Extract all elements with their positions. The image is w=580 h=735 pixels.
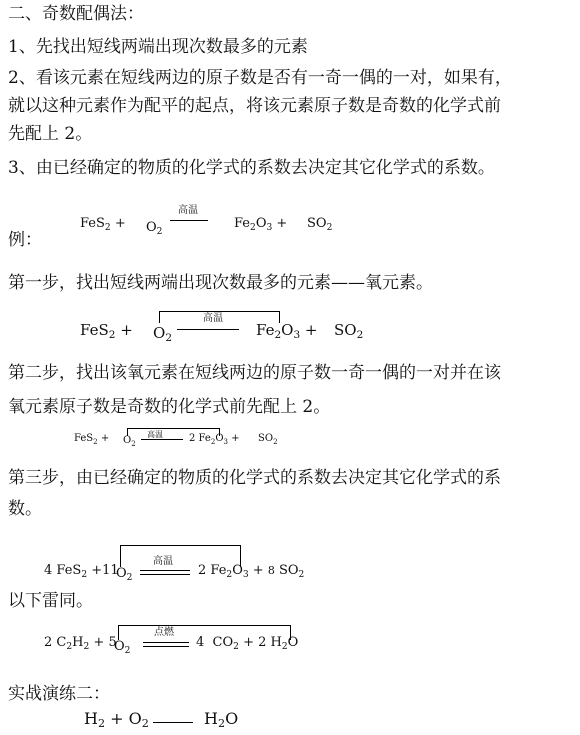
step2-reactant-o2: $O_2$: [123, 435, 136, 448]
step3-product-fe2o3: 2 $Fe_2O_3 + 8$ $SO_2$: [198, 563, 305, 580]
step3-reaction-line-top: [140, 570, 190, 571]
example-label: 例：: [8, 230, 42, 250]
step3-condition: 高温: [153, 556, 173, 567]
step3-reaction-line-bottom: [140, 574, 190, 575]
practice-reaction-line: [153, 722, 193, 723]
step1-product-fe2o3: $Fe_2O_3$ +: [256, 321, 318, 341]
rule-2-line-3: 先配上 2。: [8, 124, 93, 144]
method-heading: 二、奇数配偶法：: [8, 4, 144, 24]
acetylene-o2: $O_2$: [114, 639, 131, 656]
step2-condition: 高温: [147, 430, 163, 439]
rule-2-line-1: 2、看该元素在短线两边的原子数是否有一奇一偶的一对，如果有，: [8, 68, 512, 88]
step3-reactant-o2: $O_2$: [116, 566, 133, 583]
step-1-text: 第一步，找出短线两端出现次数最多的元素——氧元素。: [8, 273, 433, 293]
practice-heading: 实战演练二：: [8, 684, 110, 704]
step2-reactant-fes2: FeS$_2$ +: [74, 433, 110, 446]
rule-3: 3、由已经确定的物质的化学式的系数去决定其它化学式的系数。: [8, 158, 495, 178]
practice-reactants: $H_2 + O_2$: [84, 709, 149, 730]
same-note: 以下雷同。: [8, 591, 93, 611]
step-2-text-line-1: 第二步，找出该氧元素在短线两边的原子数一奇一偶的一对并在该: [8, 363, 501, 383]
acetylene-condition: 点燃: [154, 627, 174, 638]
step3-reactant-fes2: 4 FeS$_2$ +11: [44, 563, 119, 580]
rule-2-line-2: 就以这种元素作为配平的起点，将该元素原子数是奇数的化学式前: [8, 96, 501, 116]
step1-product-so2: $SO_2$: [334, 321, 364, 341]
example-product-fe2o3: $Fe_2O_3$ +: [234, 216, 288, 233]
step-3-text-line-2: 数。: [8, 499, 42, 519]
step-2-text-line-2: 氧元素原子数是奇数的化学式前先配上 2。: [8, 397, 331, 417]
acetylene-reaction-line-top: [143, 642, 189, 643]
step1-condition: 高温: [203, 313, 223, 324]
step2-product-so2: $SO_2$: [258, 433, 278, 446]
example-condition: 高温: [178, 205, 198, 216]
example-reactant-fes2: FeS$_2$ +: [80, 216, 126, 233]
step2-product-fe2o3: 2 $Fe_2O_3$ +: [189, 433, 240, 446]
acetylene-products: 4 $CO_2 + 2$ $H_2O$: [196, 635, 299, 652]
step1-reactant-fes2: FeS$_2$ +: [80, 321, 133, 341]
step2-reaction-line: [141, 439, 183, 440]
example-product-so2: $SO_2$: [307, 216, 333, 233]
practice-product: $H_2O$: [204, 709, 239, 730]
step1-reaction-line: [177, 329, 239, 330]
step-3-text-line-1: 第三步，由已经确定的物质的化学式的系数去决定其它化学式的系: [8, 468, 501, 488]
rule-1: 1、先找出短线两端出现次数最多的元素: [8, 37, 308, 57]
example-reactant-o2: $O_2$: [146, 220, 163, 237]
acetylene-reaction-line-bottom: [143, 646, 189, 647]
step1-reactant-o2: $O_2$: [153, 324, 172, 344]
example-reaction-line: [170, 220, 208, 221]
acetylene-reactants: 2 $C_2H_2 + 5$: [44, 635, 117, 652]
